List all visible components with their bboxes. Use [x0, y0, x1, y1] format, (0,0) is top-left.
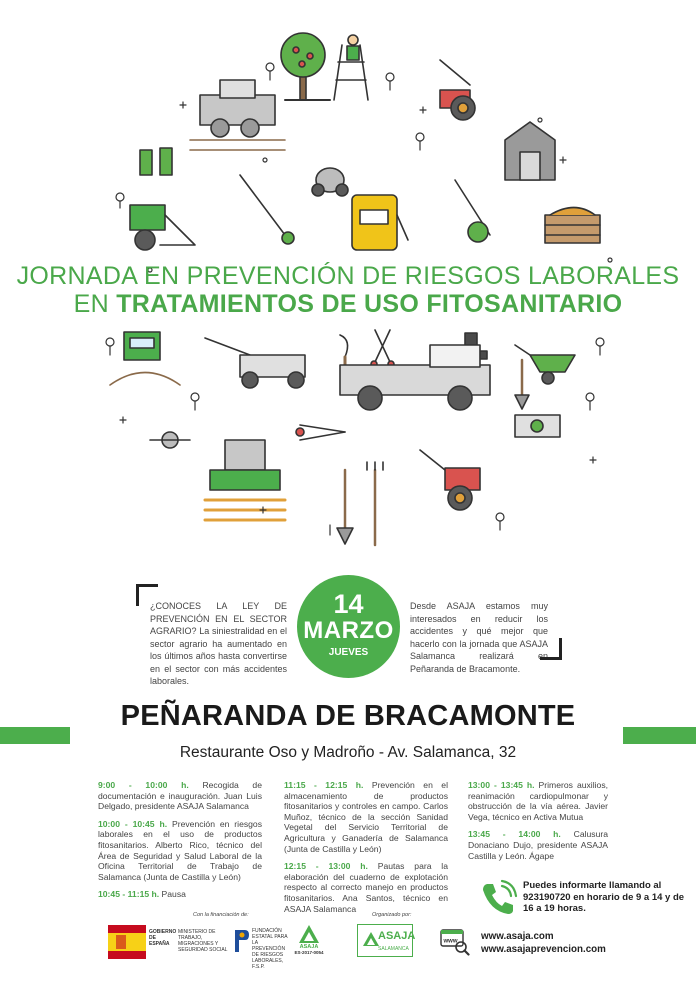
asaja-certification-logo	[292, 924, 326, 964]
schedule-time: 13:45 - 14:00 h.	[468, 829, 561, 840]
sickle-icon	[340, 335, 348, 365]
asaja-small-label: ASAJA	[299, 944, 319, 950]
rototiller-icon	[130, 205, 195, 250]
schedule-text: Prevención en riesgos laborales en el uso de productos fitosanitarios. Alberto Rico, técnico del Área de Seguridad y Salud Laboral de la Oficina Territorial de Trabajo de Salamanca (Junta de Castilla y León)	[98, 818, 263, 882]
spade-icon	[337, 470, 353, 544]
schedule-text: Recogida de documentación e inauguración. Juan Luis Delgado, presidente ASAJA Salamanca	[98, 780, 262, 812]
contact-info: Puedes informarte llamando al 923190720 en horario de 9 a 14 y de 16 a 19 horas.	[523, 880, 685, 914]
trimmer-icon	[240, 175, 294, 244]
schedule-text: Pautas para la elaboración del cuaderno de explotación respecto al correcto manejo en productos fitosanitarios. Ana Santos, técnico en ASAJA Salamanca	[284, 861, 448, 914]
date-day: 14	[333, 589, 364, 619]
wheelbarrow-icon	[515, 345, 575, 384]
foundation-logo	[232, 925, 290, 970]
pruner-icon	[296, 425, 345, 440]
link-asajaprevencion[interactable]: www.asajaprevencion.com	[481, 944, 606, 955]
sprayer-backpack-icon	[352, 195, 408, 250]
harvester-icon	[205, 440, 285, 520]
schedule-time: 12:15 - 13:00 h.	[284, 861, 368, 872]
shears-icon	[371, 330, 394, 367]
schedule-text: Pausa	[159, 889, 186, 900]
schedule-text: Prevención en el almacenamiento de productos fitosanitarios y controles en campo. Carlos Muñoz, técnico de la sección Sanidad Vegetal del Servicio Territorial de Agricultura y Ganadería de Salamanca (Junta de Castilla y León)	[284, 780, 448, 854]
gas-mask-icon	[312, 168, 348, 196]
intro-right-text: Desde ASAJA estamos muy interesados en reducir los accidentes y qué mejor que hacerlo con la jornada que ASAJA Salamanca realizará en Peñaranda de Bracamonte.	[410, 601, 548, 674]
seeder-icon	[190, 80, 285, 150]
tiller-lower-icon	[420, 450, 480, 510]
svg-text:www: www	[443, 938, 458, 945]
foundation-name: FUNDACIÓN ESTATAL PARA LA PREVENCIÓN DE RIESGOS LABORALES, F.S.P.	[252, 928, 288, 970]
phone-icon	[478, 878, 518, 918]
intro-left-text: ¿CONOCES LA LEY DE PREVENCIÓN EN EL SECTOR AGRARIO? La siniestralidad en el sector agrario ha aumentado en los últimos años hasta convertirse en el sector con más accidentes laborales.	[150, 601, 287, 686]
tractor-icon	[110, 332, 180, 385]
date-weekday: JUEVES	[328, 647, 369, 658]
title-line-2-bold: TRATAMIENTOS DE USO FITOSANITARIO	[116, 290, 623, 318]
schedule-item	[98, 780, 262, 812]
shovel-icon	[515, 360, 529, 409]
event-title-line-1: JORNADA EN PREVENCIÓN DE RIESGOS LABORALES	[16, 262, 680, 290]
schedule-time: 10:00 - 10:45 h.	[98, 818, 168, 829]
schedule-time: 10:45 - 11:15 h.	[98, 889, 160, 900]
link-asaja[interactable]: www.asaja.com	[481, 931, 554, 942]
barn-icon	[505, 122, 555, 180]
schedule-item	[468, 780, 608, 822]
schedule-item	[284, 780, 448, 854]
financing-label: Con la financiación de:	[193, 912, 249, 918]
title-line-2-prefix: EN	[73, 290, 117, 318]
asaja-salamanca-logo	[357, 924, 416, 957]
tree-icon	[281, 33, 330, 100]
scale-icon	[515, 415, 560, 437]
schedule-column-2	[284, 780, 448, 921]
website-links	[481, 930, 606, 956]
venue-address: Restaurante Oso y Madroño - Av. Salamanca, 32	[179, 744, 517, 761]
asaja-org-sub: SALAMANCA	[378, 946, 409, 952]
event-title-line-2	[0, 290, 696, 319]
schedule-item	[98, 889, 262, 900]
ministry-name: MINISTERIO DE TRABAJO, MIGRACIONES Y SEGURIDAD SOCIAL	[178, 929, 228, 953]
ladder-worker-icon	[334, 35, 368, 100]
schedule-text: Calusura Donaciano Dujo, presidente ASAJA Castilla y León. Ágape	[468, 829, 609, 861]
asaja-code: ES-2017-0054	[294, 950, 324, 955]
schedule-item	[98, 819, 262, 883]
schedule-time: 13:00 - 13:45 h.	[468, 780, 535, 790]
location-heading: PEÑARANDA DE BRACAMONTE	[120, 700, 576, 732]
gloves-icon	[140, 148, 172, 175]
sprinkler-icon	[150, 432, 190, 448]
schedule-time: 11:15 - 12:15 h.	[284, 780, 364, 790]
date-month: MARZO	[303, 617, 394, 644]
weeder-icon	[455, 180, 490, 242]
organizer-label: Organizado por:	[372, 912, 412, 918]
mower-icon	[205, 338, 305, 388]
schedule-time: 9:00 - 10:00 h.	[98, 780, 189, 790]
accent-bar-right	[623, 727, 696, 744]
gov-name: GOBIERNO DE ESPAÑA	[149, 929, 177, 947]
corner-bracket-bottom-right	[540, 638, 562, 660]
asaja-org-label: ASAJA	[378, 930, 416, 942]
utility-vehicle-icon	[340, 345, 490, 410]
schedule-item	[284, 861, 448, 914]
schedule-text: Primeros auxilios, reanimación cardiopulmonar y obstrucción de la vía aérea. Javier Vega, técnico en Activa Mutua	[468, 780, 609, 822]
government-logo	[108, 925, 228, 959]
pitchfork-icon	[367, 462, 383, 545]
tiller-icon	[440, 60, 475, 120]
schedule-column-1	[98, 780, 262, 907]
hay-crate-icon	[545, 208, 600, 244]
date-badge	[297, 575, 400, 678]
schedule-column-3	[468, 780, 608, 868]
schedule-item	[468, 829, 608, 861]
www-icon	[440, 928, 470, 956]
